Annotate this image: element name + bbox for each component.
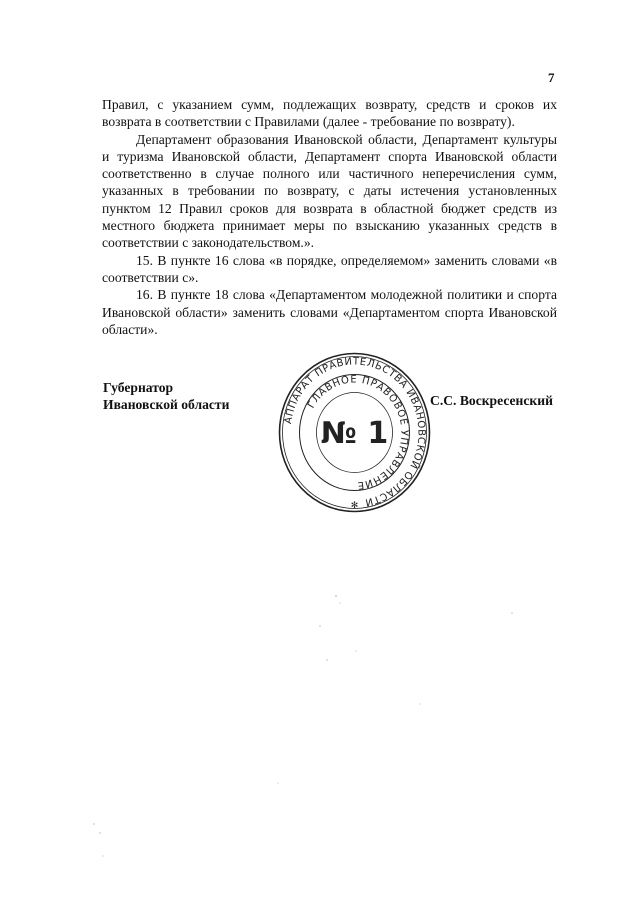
paragraph-departments: Департамент образования Ивановской области, Департамент культуры и туризма Ивановской области, Департамент спорта Ивановской области соответственно в случае полного или частичного неперечисления сумм, указанных в требовании по возврату, с даты истечения установленных пунктом 12 Правил сроков для возврата в областной бюджет средств из местного бюджета принимает меры по взысканию указанных средств в соответствии с законодательством.». <box>102 131 557 251</box>
svg-text:✻: ✻ <box>350 501 359 511</box>
official-seal <box>277 350 432 515</box>
paragraph-continuation: Правил, с указанием сумм, подлежащих возврату, средств и сроков их возврата в соответствии с Правилами (далее - требование по возврату). <box>102 97 557 130</box>
document-body <box>102 96 557 338</box>
seal-outer-text: АППАРАТ ПРАВИТЕЛЬСТВА ИВАНОВСКОЙ ОБЛАСТИ <box>282 356 427 508</box>
seal-number: № 1 <box>320 416 389 451</box>
paragraph-item-15: 15. В пункте 16 слова «в порядке, определяемом» заменить словами «в соответствии с». <box>102 252 557 285</box>
signatory-title-line1: Губернатор <box>103 380 174 395</box>
paragraph-item-16: 16. В пункте 18 слова «Департаментом молодежной политики и спорта Ивановской области» заменить словами «Департаментом спорта Ивановской области». <box>102 287 557 337</box>
page-number: 7 <box>548 70 555 85</box>
signatory-title-line2: Ивановской области <box>103 397 230 412</box>
signatory-title <box>103 379 229 413</box>
signatory-name: С.С. Воскресенский <box>430 393 553 408</box>
seal-graphic <box>277 350 432 515</box>
seal-inner-text: ГЛАВНОЕ ПРАВОВОЕ УПРАВЛЕНИЕ <box>306 374 410 491</box>
